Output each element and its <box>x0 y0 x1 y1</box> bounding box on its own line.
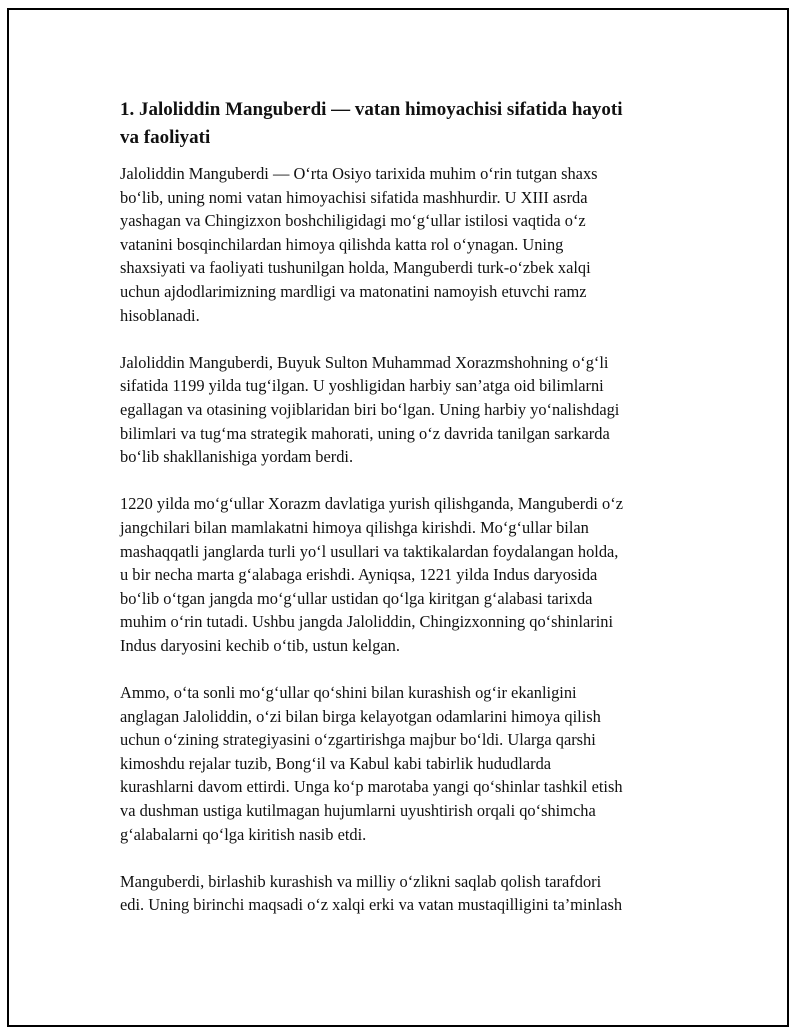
document-body <box>120 96 695 941</box>
page-frame <box>7 8 789 1027</box>
paragraph-4: Ammo, o‘ta sonli mo‘g‘ullar qo‘shini bilan kurashish og‘ir ekanligini anglagan Jaloliddin, o‘zi bilan birga kelayotgan odamlarini himoya qilish uchun o‘zining strategiyasini o‘zgartirishga majbur bo‘ldi. Ularga qarshi kimoshdu rejalar tuzib, Bong‘il va Kabul kabi tabirlik hududlarda kurashlarni davom ettirdi. Unga ko‘p marotaba yangi qo‘shinlar tashkil etish va dushman ustiga kutilmagan hujumlarni uyushtirish orqali qo‘shimcha g‘alabalarni qo‘lga kiritish nasib etdi. <box>120 683 623 844</box>
paragraph-2: Jaloliddin Manguberdi, Buyuk Sulton Muhammad Xorazmshohning o‘g‘li sifatida 1199 yilda tug‘ilgan. U yoshligidan harbiy san’atga oid bilimlarni egallagan va otasining vojiblaridan biri bo‘lgan. Uning harbiy yo‘nalishdagi bilimlari va tug‘ma strategik mahorati, uning o‘z davrida tanilgan sarkarda bo‘lib shakllanishiga yordam berdi. <box>120 352 620 467</box>
section-heading: 1. Jaloliddin Manguberdi — vatan himoyachisi sifatida hayoti va faoliyati <box>120 99 623 148</box>
paragraph-5: Manguberdi, birlashib kurashish va milliy o‘zlikni saqlab qolish tarafdori edi. Uning birinchi maqsadi o‘z xalqi erki va vatan mustaqilligini ta’minlash <box>120 871 623 915</box>
paragraph-1: Jaloliddin Manguberdi — O‘rta Osiyo tarixida muhim o‘rin tutgan shaxs bo‘lib, uning nomi vatan himoyachisi sifatida mashhurdir. U XIII asrda yashagan va Chingizxon boshchiligidagi mo‘g‘ullar istilosi vaqtida o‘z vatanini bosqinchilardan himoya qilishda katta rol o‘ynagan. Uning shaxsiyati va faoliyati tushunilgan holda, Manguberdi turk-o‘zbek xalqi uchun ajdodlarimizning mardligi va matonatini namoyish etuvchi ramz hisoblanadi. <box>120 164 598 325</box>
paragraph-3: 1220 yilda mo‘g‘ullar Xorazm davlatiga yurish qilishganda, Manguberdi o‘z jangchilari bilan mamlakatni himoya qilishga kirishdi. Mo‘g‘ullar bilan mashaqqatli janglarda turli yo‘l usullari va taktikalardan foydalangan holda, u bir necha marta g‘alabaga erishdi. Ayniqsa, 1221 yilda Indus daryosida bo‘lib o‘tgan jangda mo‘g‘ullar ustidan qo‘lga kiritgan g‘alabasi tarixda muhim o‘rin tutadi. Ushbu jangda Jaloliddin, Chingizxonning qo‘shinlarini Indus daryosini kechib o‘tib, ustun kelgan. <box>120 494 623 655</box>
